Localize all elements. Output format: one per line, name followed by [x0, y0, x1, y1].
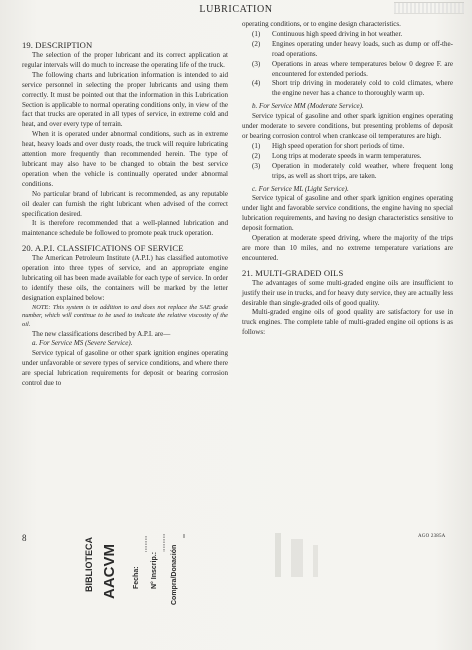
ms-conditions-list	[242, 30, 453, 99]
library-stamp	[82, 530, 198, 605]
stamp-lines	[82, 530, 198, 600]
stamp-bleed-through	[265, 525, 335, 595]
stamp-inscrip: N° Inscrip.:	[151, 551, 158, 589]
section-21-paragraph-2: Multi-graded engine oils of good quality are satisfactory for use in truck engines. The complete table of multi-graded engine oil options is as follows:	[242, 308, 453, 337]
section-21-paragraph-1: The advantages of some multi-graded engine oils are insufficient to justify their use in trucks, and for heavy duty service, they are actually less desirable than single-graded oils of good quality.	[242, 278, 453, 307]
service-ms-title: a. For Service MS (Severe Service).	[32, 339, 133, 348]
left-column	[22, 40, 228, 389]
list-item: (1) Continuous high speed driving in hot weather.	[252, 29, 403, 38]
list-item: (3) Operation in moderately cold weather, where frequent long trips, as well as short trips, are taken.	[252, 161, 453, 180]
section-19-title: 19. DESCRIPTION	[22, 40, 93, 50]
list-item: (2) Long trips at moderate speeds in warm temperatures.	[252, 151, 422, 160]
service-ml-paragraph-1: Service typical of gasoline and other spark ignition engines operating under light and favorable service conditions, the engine having no special lubrication requirements, and having no design characteristics sensitive to deposit formation.	[242, 194, 453, 233]
mm-conditions-list	[242, 142, 453, 182]
page-number: 8	[22, 533, 27, 543]
right-column	[242, 20, 453, 338]
stamp-biblioteca: BIBLIOTECA	[84, 537, 94, 592]
bleed-through-marks	[265, 525, 335, 595]
service-mm-title: b. For Service MM (Moderate Service).	[252, 102, 364, 111]
list-item: (4) Short trip driving in moderately cold to cold climates, where the engine never has a chance to thoroughly warm up.	[252, 79, 453, 98]
list-item: (1) High speed operation for short periods of time.	[252, 141, 405, 150]
stamp-compra-donacion: Compra/Donación	[171, 544, 178, 605]
section-20-note: NOTE: This system is in addition to and does not replace the SAE grade number, which will continue to be used to indicate the relative viscosity of the oil.	[22, 303, 228, 328]
service-ms-paragraph: Service typical of gasoline or other spark ignition engines operating under unfavorable or severe types of service conditions, and where there are special lubrication requirements for deposit or bearing corrosion control due to	[22, 349, 228, 388]
section-20-paragraph-2: The new classifications described by A.P.I. are—	[32, 329, 171, 338]
list-item: (3) Operations in areas where temperatures below 0 degree F. are encountered for extended periods.	[252, 59, 453, 78]
list-item: (2) Engines operating under heavy loads, such as dump or off-the-road operations.	[252, 39, 453, 58]
section-19-paragraph-5: It is therefore recommended that a well-planned lubrication and maintenance schedule be followed to promote peak truck operation.	[22, 219, 228, 238]
section-20-paragraph-1: The American Petroleum Institute (A.P.I.) has classified automotive operation into three types of service, and an appropriate engine lubricating oil has been made available for each type of service. In order to identify these oils, the containers will be marked by the letter designation explained below:	[22, 254, 228, 302]
section-19-paragraph-2: The following charts and lubrication information is intended to aid service personnel in selecting the proper lubricants and using them correctly. It must be pointed out that the information in this Lubrication Section is applicable to normal operating conditions only, in view of the fact that trucks are operated in all types of service, in extreme cold and heat, and over every type of terrain.	[22, 70, 228, 129]
form-number: AGO 2385A	[418, 534, 446, 539]
page-header: LUBRICATION	[199, 4, 273, 15]
service-ml-title: c. For Service ML (Light Service).	[252, 184, 349, 193]
section-19-paragraph-1: The selection of the proper lubricant and its correct application at regular intervals will do much to increase the operating life of the truck.	[22, 51, 228, 69]
continued-paragraph: operating conditions, or to engine design characteristics.	[242, 20, 401, 28]
section-21-title: 21. MULTI-GRADED OILS	[242, 267, 344, 278]
service-mm-paragraph: Service typical of gasoline and other spark ignition engines operating under moderate to severe conditions, but presenting problems of deposit or bearing corrosion control when crankcase oil temperatures are high.	[242, 112, 453, 140]
section-19-paragraph-3: When it is operated under abnormal conditions, such as in extreme heat, heavy loads and over dusty roads, the truck will require lubricating attention more frequently than recommended herein. The type of lubricant may also have to be changed to obtain the best service operation when the vehicle is continually operated under abnormal conditions.	[22, 130, 228, 188]
section-20-title: 20. A.P.I. CLASSIFICATIONS OF SERVICE	[22, 243, 184, 254]
stamp-aacvm: AACVM	[101, 544, 118, 599]
stamp-fecha: Fecha:	[133, 566, 140, 589]
section-19-paragraph-4: No particular brand of lubricant is recommended, as any reputable oil dealer can furnish the right lubricant when advised of the correct specification desired.	[22, 189, 228, 218]
service-ml-paragraph-2: Operation at moderate speed driving, where the majority of the trips are more than 10 miles, and no extreme temperature variations are encountered.	[242, 234, 453, 262]
